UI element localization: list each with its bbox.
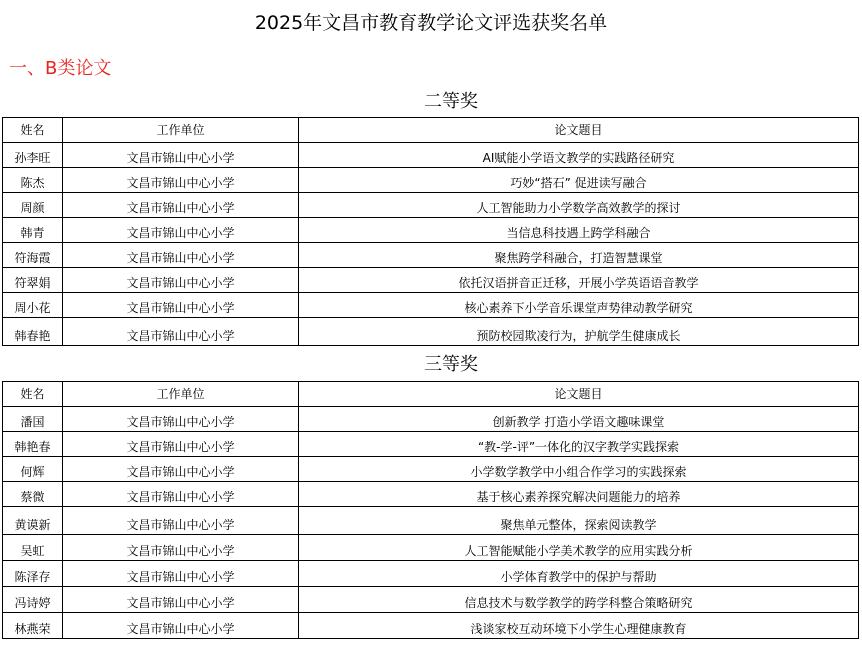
table-row: [3, 193, 859, 218]
second-prize-heading: 二等奖: [424, 91, 478, 112]
table-row: [3, 457, 859, 482]
winner-name-cell: 韩青: [3, 218, 63, 243]
paper-title-cell: 人工智能赋能小学美术教学的应用实践分析: [299, 535, 859, 561]
table-row: [3, 482, 859, 507]
section-heading: 一、B类论文: [9, 58, 112, 79]
paper-title-cell: 预防校园欺凌行为，护航学生健康成长: [299, 318, 859, 346]
paper-title-cell: AI赋能小学语文教学的实践路径研究: [299, 143, 859, 168]
table-row: [3, 561, 859, 587]
table-header-row: [3, 118, 859, 143]
paper-title-cell: 基于核心素养探究解决问题能力的培养: [299, 482, 859, 507]
third-prize-table: [2, 381, 859, 639]
paper-title-cell: 信息技术与数学教学的跨学科整合策略研究: [299, 587, 859, 613]
work-unit-cell: 文昌市锦山中心小学: [63, 293, 299, 318]
paper-title-cell: 浅谈家校互动环境下小学生心理健康教育: [299, 613, 859, 639]
second-prize-rows: [3, 143, 859, 346]
winner-name-cell: 何辉: [3, 457, 63, 482]
winner-name-cell: 陈杰: [3, 168, 63, 193]
winner-name-cell: 潘国: [3, 407, 63, 432]
work-unit-cell: 文昌市锦山中心小学: [63, 613, 299, 639]
winner-name-cell: 林燕荣: [3, 613, 63, 639]
winner-name-cell: 周颜: [3, 193, 63, 218]
winner-name-cell: 孙李旺: [3, 143, 63, 168]
work-unit-cell: 文昌市锦山中心小学: [63, 268, 299, 293]
paper-title-cell: 依托汉语拼音正迁移，开展小学英语语音教学: [299, 268, 859, 293]
work-unit-cell: 文昌市锦山中心小学: [63, 457, 299, 482]
work-unit-cell: 文昌市锦山中心小学: [63, 318, 299, 346]
paper-title-cell: 聚焦单元整体，探索阅读教学: [299, 507, 859, 535]
column-header-title: 论文题目: [299, 382, 859, 407]
work-unit-cell: 文昌市锦山中心小学: [63, 168, 299, 193]
winner-name-cell: 蔡微: [3, 482, 63, 507]
second-prize-table: [2, 117, 859, 346]
table-row: [3, 243, 859, 268]
work-unit-cell: 文昌市锦山中心小学: [63, 561, 299, 587]
winner-name-cell: 吴虹: [3, 535, 63, 561]
table-row: [3, 432, 859, 457]
table-row: [3, 143, 859, 168]
winner-name-cell: 符海霞: [3, 243, 63, 268]
paper-title-cell: 聚焦跨学科融合，打造智慧课堂: [299, 243, 859, 268]
work-unit-cell: 文昌市锦山中心小学: [63, 587, 299, 613]
paper-title-cell: 人工智能助力小学数学高效教学的探讨: [299, 193, 859, 218]
winner-name-cell: 周小花: [3, 293, 63, 318]
work-unit-cell: 文昌市锦山中心小学: [63, 143, 299, 168]
column-header-unit: 工作单位: [63, 118, 299, 143]
work-unit-cell: 文昌市锦山中心小学: [63, 407, 299, 432]
work-unit-cell: 文昌市锦山中心小学: [63, 193, 299, 218]
paper-title-cell: 巧妙“搭石” 促进读写融合: [299, 168, 859, 193]
third-prize-heading: 三等奖: [424, 354, 478, 375]
paper-title-cell: 核心素养下小学音乐课堂声势律动教学研究: [299, 293, 859, 318]
winner-name-cell: 韩春艳: [3, 318, 63, 346]
document-title: 2025年文昌市教育教学论文评选获奖名单: [254, 12, 608, 34]
paper-title-cell: 创新教学 打造小学语文趣味课堂: [299, 407, 859, 432]
column-header-name: 姓名: [3, 382, 63, 407]
column-header-title: 论文题目: [299, 118, 859, 143]
winner-name-cell: 符翠娟: [3, 268, 63, 293]
work-unit-cell: 文昌市锦山中心小学: [63, 243, 299, 268]
table-row: [3, 613, 859, 639]
table-row: [3, 168, 859, 193]
winner-name-cell: 韩艳春: [3, 432, 63, 457]
table-row: [3, 587, 859, 613]
table-row: [3, 218, 859, 243]
work-unit-cell: 文昌市锦山中心小学: [63, 535, 299, 561]
column-header-name: 姓名: [3, 118, 63, 143]
table-row: [3, 507, 859, 535]
paper-title-cell: 小学数学教学中小组合作学习的实践探索: [299, 457, 859, 482]
work-unit-cell: 文昌市锦山中心小学: [63, 482, 299, 507]
table-row: [3, 293, 859, 318]
winner-name-cell: 黄谟新: [3, 507, 63, 535]
work-unit-cell: 文昌市锦山中心小学: [63, 507, 299, 535]
table-row: [3, 318, 859, 346]
winner-name-cell: 冯诗婷: [3, 587, 63, 613]
work-unit-cell: 文昌市锦山中心小学: [63, 432, 299, 457]
paper-title-cell: 小学体育教学中的保护与帮助: [299, 561, 859, 587]
paper-title-cell: 当信息科技遇上跨学科融合: [299, 218, 859, 243]
table-row: [3, 535, 859, 561]
winner-name-cell: 陈泽存: [3, 561, 63, 587]
table-row: [3, 407, 859, 432]
table-header-row: [3, 382, 859, 407]
table-row: [3, 268, 859, 293]
work-unit-cell: 文昌市锦山中心小学: [63, 218, 299, 243]
column-header-unit: 工作单位: [63, 382, 299, 407]
paper-title-cell: “教-学-评”一体化的汉字教学实践探索: [299, 432, 859, 457]
third-prize-rows: [3, 407, 859, 639]
